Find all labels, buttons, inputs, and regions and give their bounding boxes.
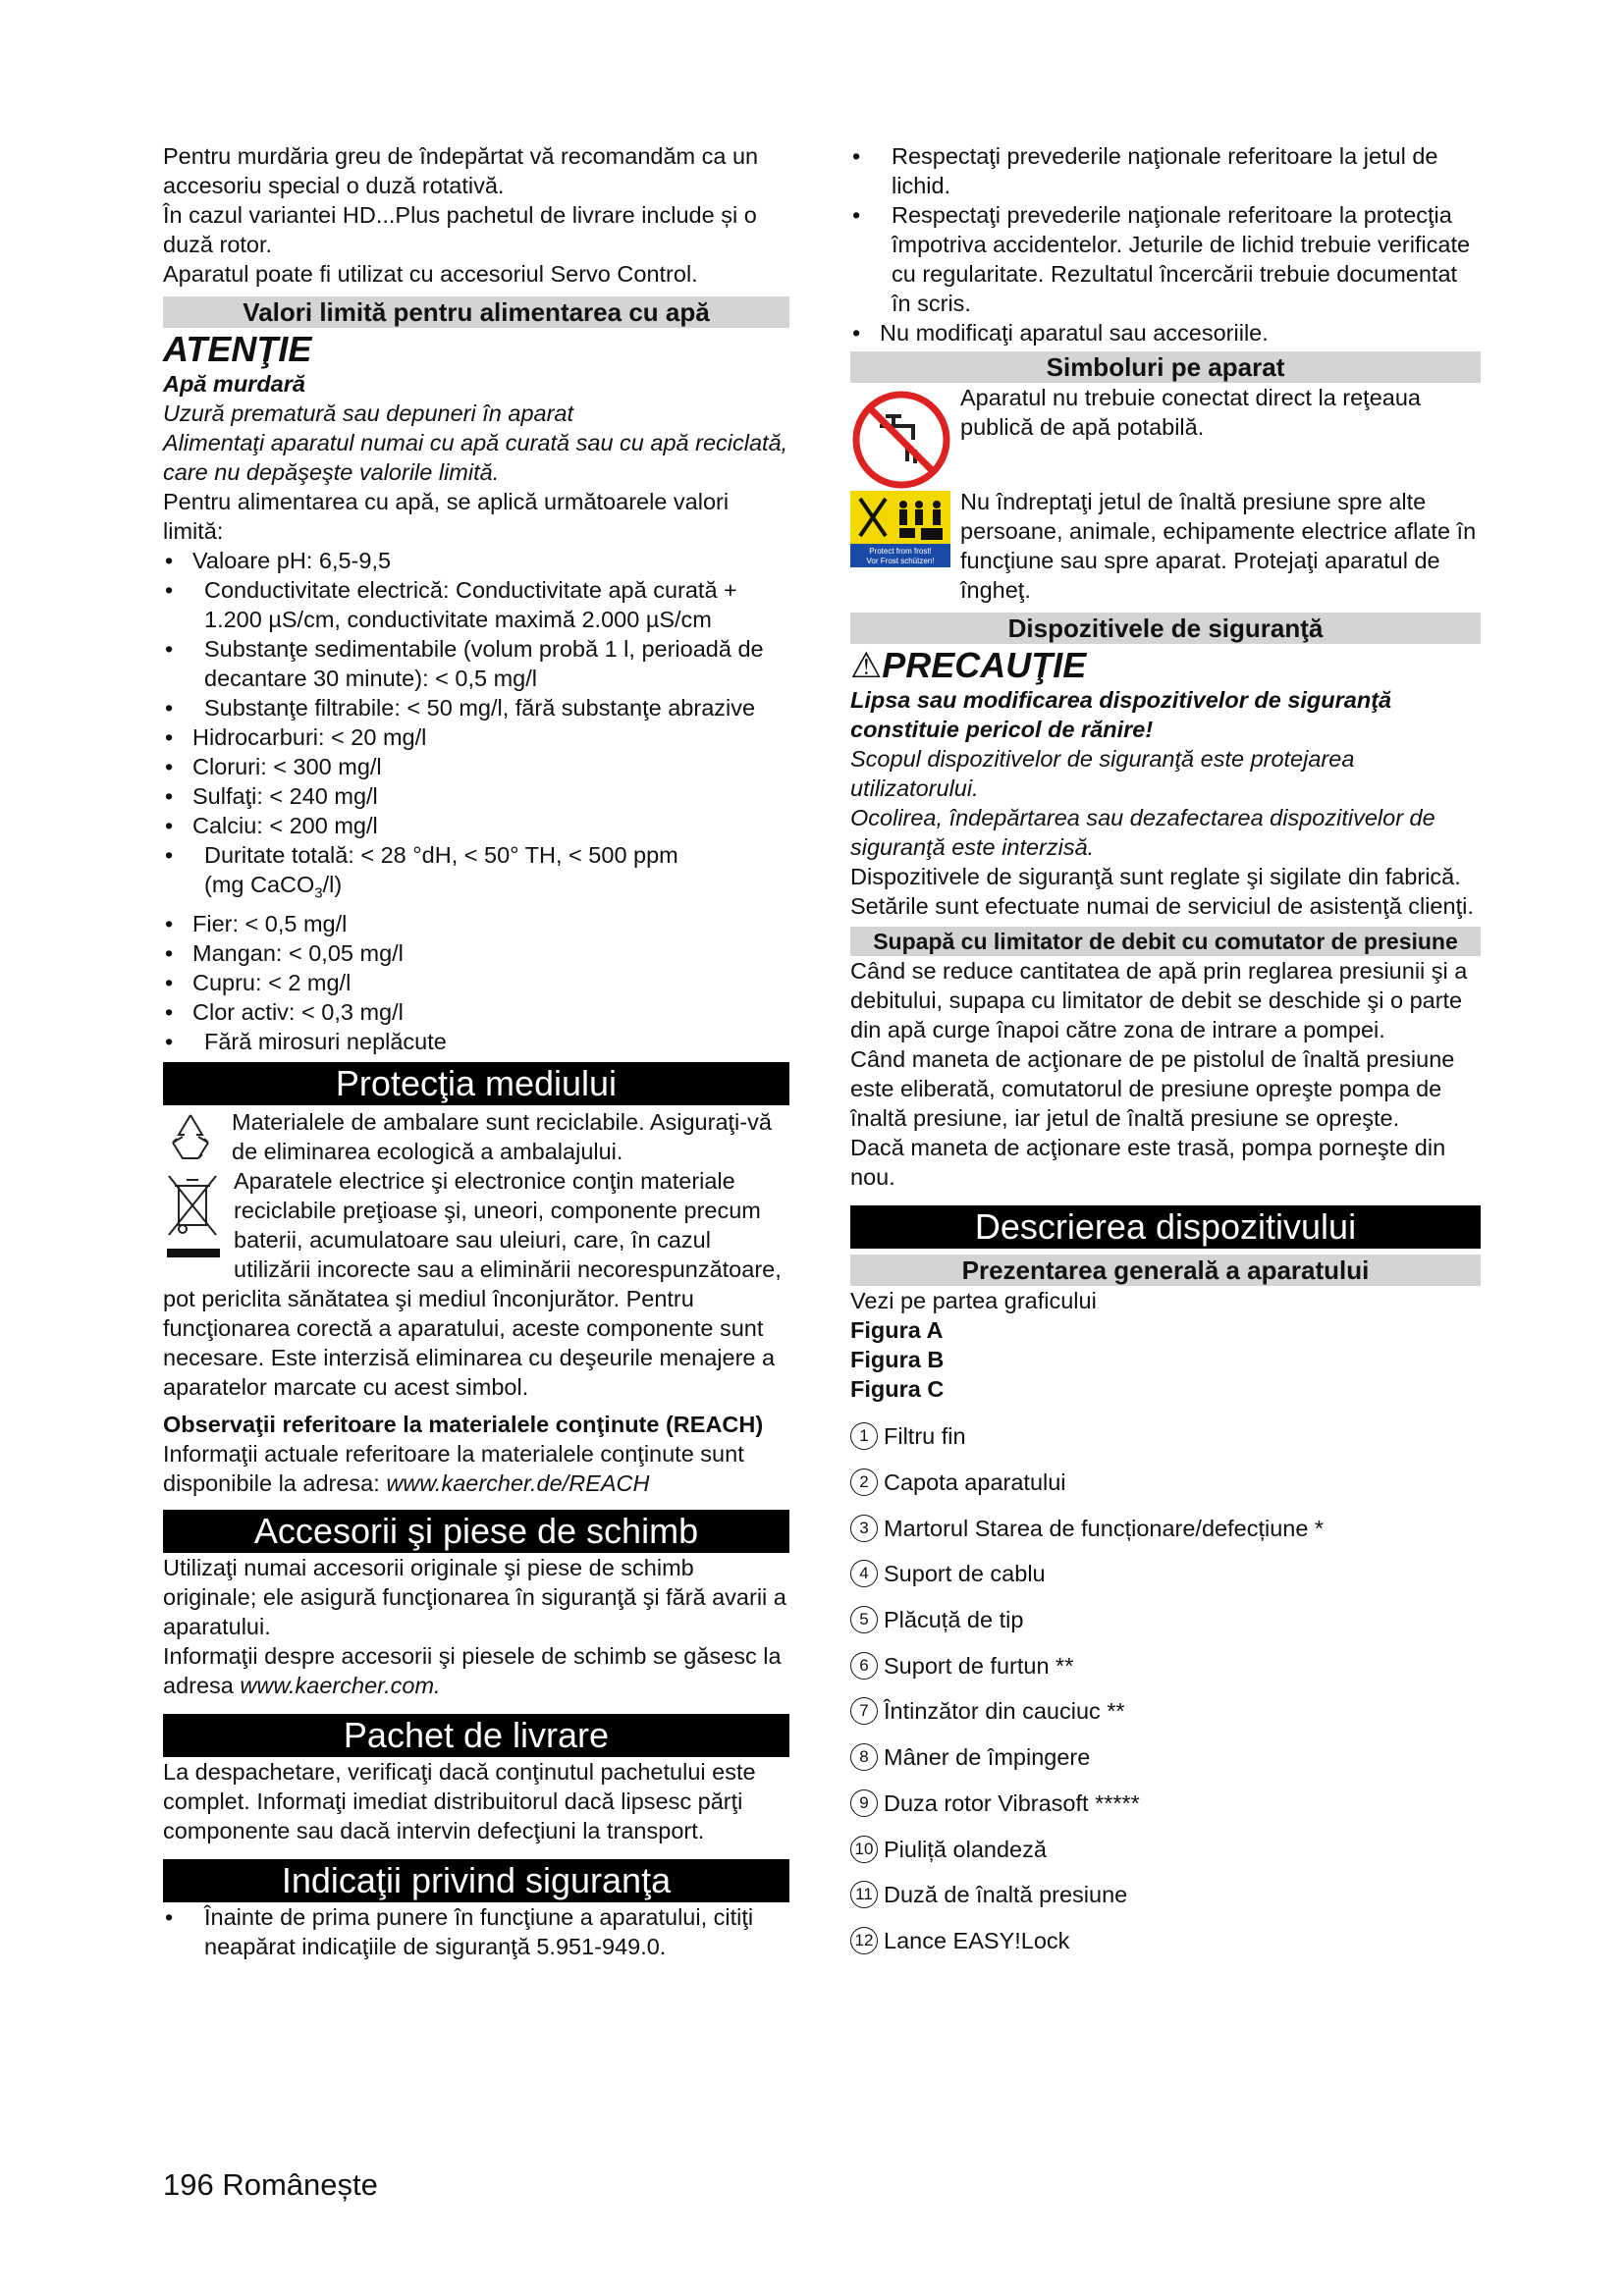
no-potable-water-icon — [850, 391, 952, 489]
warning-triangle-icon: ⚠ — [850, 645, 883, 685]
warning-line: Scopul dispozitivelor de siguranţă este protejarea utilizatorului. — [850, 746, 1355, 801]
warning-title: ATENŢIE — [163, 329, 312, 369]
warning-title — [850, 646, 1481, 685]
part-label: Suport de cablu — [884, 1561, 1046, 1587]
part-item — [850, 1551, 1481, 1597]
valve-heading: Supapă cu limitator de debit cu comutator de presiune — [850, 927, 1481, 956]
hardness-sub: 3 — [314, 884, 323, 902]
intro-text: Pentru murdăria greu de îndepărtat vă recomandăm ca un accesoriu special o duză rotativă. — [163, 143, 759, 198]
figure-label: Figura C — [850, 1376, 945, 1402]
recycle-icon — [163, 1109, 218, 1164]
left-column — [163, 141, 789, 1961]
part-number: 8 — [850, 1743, 878, 1771]
page-number: 196 — [163, 2167, 214, 2202]
list-item: • Fără mirosuri neplăcute — [163, 1027, 789, 1056]
devices-heading: Dispozitivele de siguranţă — [850, 613, 1481, 644]
part-item — [850, 1505, 1481, 1551]
part-number: 7 — [850, 1697, 878, 1725]
part-item — [850, 1826, 1481, 1872]
symbols-heading: Simboluri pe aparat — [850, 351, 1481, 383]
part-number: 4 — [850, 1560, 878, 1587]
water-limits-list — [163, 546, 789, 1056]
valve-text: Când maneta de acţionare de pe pistolul de înaltă presiune este eliberată, comutatorul de presiune opreşte pompa de înaltă presiune, iar jetul de înaltă presiune se opreşte. — [850, 1046, 1455, 1131]
overview-heading: Prezentarea generală a aparatului — [850, 1255, 1481, 1286]
part-item — [850, 1688, 1481, 1735]
part-label: Duză de înaltă presiune — [884, 1882, 1128, 1908]
label-text: Protect from frost! — [869, 547, 932, 556]
list-item: • Nu modificaţi aparatul sau accesoriile. — [850, 318, 1481, 347]
delivery-text: La despachetare, verificaţi dacă conţinutul pachetului este complet. Informaţi imediat distribuitorul dacă lipsesc părţi componente sau dacă intervin defecţiuni la transport. — [163, 1758, 756, 1843]
safety-list-continued — [850, 141, 1481, 347]
list-item: • Fier: < 0,5 mg/l — [163, 909, 789, 938]
part-item — [850, 1918, 1481, 1964]
accessories-text — [163, 1641, 789, 1700]
part-number: 9 — [850, 1789, 878, 1817]
weee-row — [163, 1166, 789, 1402]
list-item: • Înainte de prima punere în funcţiune a aparatului, citiţi neapărat indicaţiile de siguranţă 5.951-949.0. — [163, 1902, 789, 1961]
valve-text: Când se reduce cantitatea de apă prin reglarea presiunii şi a debitului, supapa cu limitator de debit se deschide şi o parte din apă curge înapoi către zona de intrare a pompei. — [850, 958, 1468, 1042]
part-number: 12 — [850, 1927, 878, 1954]
no-jet-warning-icon — [850, 491, 950, 567]
right-column — [850, 141, 1481, 1963]
warning-subtitle: Lipsa sau modificarea dispozitivelor de siguranţă constituie pericol de rănire! — [850, 687, 1392, 742]
weee-text: Aparatele electrice şi electronice conţin materiale reciclabile preţioase şi, uneori, componente precum baterii, acumulatoare sau uleiuri, care, în cazul utilizării incorecte sau a eliminării necorespunzătoare, pot periclita sănătatea şi mediul înconjurător. Pentru funcţionarea corectă a aparatului, aceste componente sunt necesare. Este interzisă eliminarea cu deşeurile menajere a aparatelor marcate cu acest simbol. — [163, 1167, 782, 1400]
part-number: 5 — [850, 1606, 878, 1633]
part-item — [850, 1642, 1481, 1688]
part-label: Întinzător din cauciuc ** — [884, 1698, 1125, 1725]
parts-list — [850, 1414, 1481, 1963]
list-item: • Valoare pH: 6,5-9,5 — [163, 546, 789, 575]
list-item: • Conductivitate electrică: Conductivitate apă curată + 1.200 µS/cm, conductivitate maximă 2.000 µS/cm — [163, 575, 789, 634]
warning-subtitle: Apă murdară — [163, 371, 305, 397]
part-item — [850, 1597, 1481, 1643]
crossed-bin-icon — [163, 1168, 224, 1266]
part-label: Lance EASY!Lock — [884, 1927, 1070, 1953]
intro-text: Aparatul poate fi utilizat cu accesoriul Servo Control. — [163, 261, 698, 287]
part-label: Mâner de împingere — [884, 1744, 1091, 1771]
part-label: Filtru fin — [884, 1423, 966, 1450]
accessories-link[interactable]: www.kaercher.com. — [240, 1672, 441, 1698]
figure-label: Figura B — [850, 1347, 945, 1372]
list-item: • Cupru: < 2 mg/l — [163, 968, 789, 997]
part-label: Plăcuță de tip — [884, 1607, 1024, 1633]
list-item: • Respectaţi prevederile naţionale referitoare la jetul de lichid. — [850, 141, 1481, 200]
accessories-text-body: Informaţii despre accesorii şi piesele de schimb se găsesc la adresa — [163, 1642, 782, 1698]
part-item — [850, 1460, 1481, 1506]
reach-link[interactable]: www.kaercher.de/REACH — [386, 1469, 650, 1496]
list-item: • Hidrocarburi: < 20 mg/l — [163, 722, 789, 752]
reach-heading: Observaţii referitoare la materialele conţinute (REACH) — [163, 1411, 764, 1437]
part-number: 3 — [850, 1515, 878, 1542]
part-number: 6 — [850, 1652, 878, 1680]
devices-text: Dispozitivele de siguranţă sunt reglate şi sigilate din fabrică. Setările sunt efectuate numai de serviciul de asistenţă clienţi. — [850, 864, 1474, 919]
warning-line: Uzură prematură sau depuneri în aparat — [163, 400, 574, 426]
list-item: • Sulfaţi: < 240 mg/l — [163, 781, 789, 811]
list-item: • Respectaţi prevederile naţionale referitoare la protecţia împotriva accidentelor. Jeturile de lichid trebuie verificate cu regularitate. Rezultatul încercării trebuie documentat în scris. — [850, 200, 1481, 318]
page-footer — [163, 2167, 378, 2203]
figure-label: Figura A — [850, 1317, 944, 1343]
part-item — [850, 1735, 1481, 1781]
hardness-end: /l) — [322, 872, 343, 897]
hardness-text: Duritate totală: < 28 °dH, < 50° TH, < 500 ppm — [204, 842, 678, 868]
accessories-heading: Accesorii şi piese de schimb — [163, 1510, 789, 1553]
part-item — [850, 1872, 1481, 1918]
list-item: • Substanţe sedimentabile (volum probă 1 l, perioadă de decantare 30 minute): < 0,5 mg/l — [163, 634, 789, 693]
symbol-text: Aparatul nu trebuie conectat direct la reţeaua publică de apă potabilă. — [960, 385, 1421, 440]
label-text: Vor Frost schützen! — [866, 557, 935, 565]
hardness-unit: (mg CaCO — [204, 872, 315, 897]
part-number: 1 — [850, 1422, 878, 1450]
part-number: 11 — [850, 1881, 878, 1908]
footer-language: Românește — [222, 2167, 378, 2202]
symbol-text: Nu îndreptaţi jetul de înaltă presiune spre alte persoane, animale, echipamente electrice aflate în funcţiune sau spre aparat. Protejaţi aparatul de îngheţ. — [960, 489, 1477, 603]
intro-text: În cazul variantei HD...Plus pachetul de livrare include și o duză rotor. — [163, 202, 757, 257]
part-item — [850, 1414, 1481, 1460]
safety-heading: Indicaţii privind siguranţa — [163, 1859, 789, 1902]
part-item — [850, 1781, 1481, 1827]
recycle-text: Materialele de ambalare sunt reciclabile. Asiguraţi-vă de eliminarea ecologică a ambalajului. — [232, 1108, 772, 1164]
part-label: Capota aparatului — [884, 1469, 1066, 1496]
warning-line: Ocolirea, îndepărtarea sau dezafectarea dispozitivelor de siguranţă este interzisă. — [850, 805, 1435, 860]
warning-line: Alimentaţi aparatul numai cu apă curată sau cu apă reciclată, care nu depăşeşte valorile limită. — [163, 430, 788, 485]
part-label: Martorul Starea de funcționare/defecțiune * — [884, 1515, 1325, 1541]
list-item: • Mangan: < 0,05 mg/l — [163, 938, 789, 968]
list-item: • Substanţe filtrabile: < 50 mg/l, fără substanţe abrazive — [163, 693, 789, 722]
reach-text — [163, 1439, 789, 1498]
environment-heading: Protecţia mediului — [163, 1062, 789, 1105]
part-label: Suport de furtun ** — [884, 1652, 1074, 1679]
part-number: 10 — [850, 1836, 878, 1863]
reach-text-body: Informaţii actuale referitoare la materialele conţinute sunt disponibile la adresa: — [163, 1440, 744, 1496]
list-item — [163, 840, 789, 909]
water-limits-intro: Pentru alimentarea cu apă, se aplică următoarele valori limită: — [163, 489, 730, 544]
symbol-row — [850, 383, 1481, 481]
valve-text: Dacă maneta de acţionare este trasă, pompa porneşte din nou. — [850, 1135, 1446, 1190]
safety-list — [163, 1902, 789, 1961]
warning-title-text: PRECAUŢIE — [882, 645, 1087, 685]
part-label: Duza rotor Vibrasoft ***** — [884, 1789, 1140, 1816]
description-heading: Descrierea dispozitivului — [850, 1205, 1481, 1249]
recycle-row — [163, 1107, 789, 1166]
accessories-text: Utilizaţi numai accesorii originale şi piese de schimb originale; ele asigură funcţionarea în siguranţă şi fără avarii a aparatului. — [163, 1554, 786, 1639]
part-number: 2 — [850, 1468, 878, 1496]
overview-intro: Vezi pe partea graficului — [850, 1288, 1097, 1313]
delivery-heading: Pachet de livrare — [163, 1714, 789, 1757]
list-item: • Cloruri: < 300 mg/l — [163, 752, 789, 781]
water-limits-heading: Valori limită pentru alimentarea cu apă — [163, 296, 789, 328]
list-item: • Clor activ: < 0,3 mg/l — [163, 997, 789, 1027]
list-item: • Calciu: < 200 mg/l — [163, 811, 789, 840]
part-label: Piuliță olandeză — [884, 1836, 1047, 1862]
symbol-row — [850, 487, 1481, 605]
